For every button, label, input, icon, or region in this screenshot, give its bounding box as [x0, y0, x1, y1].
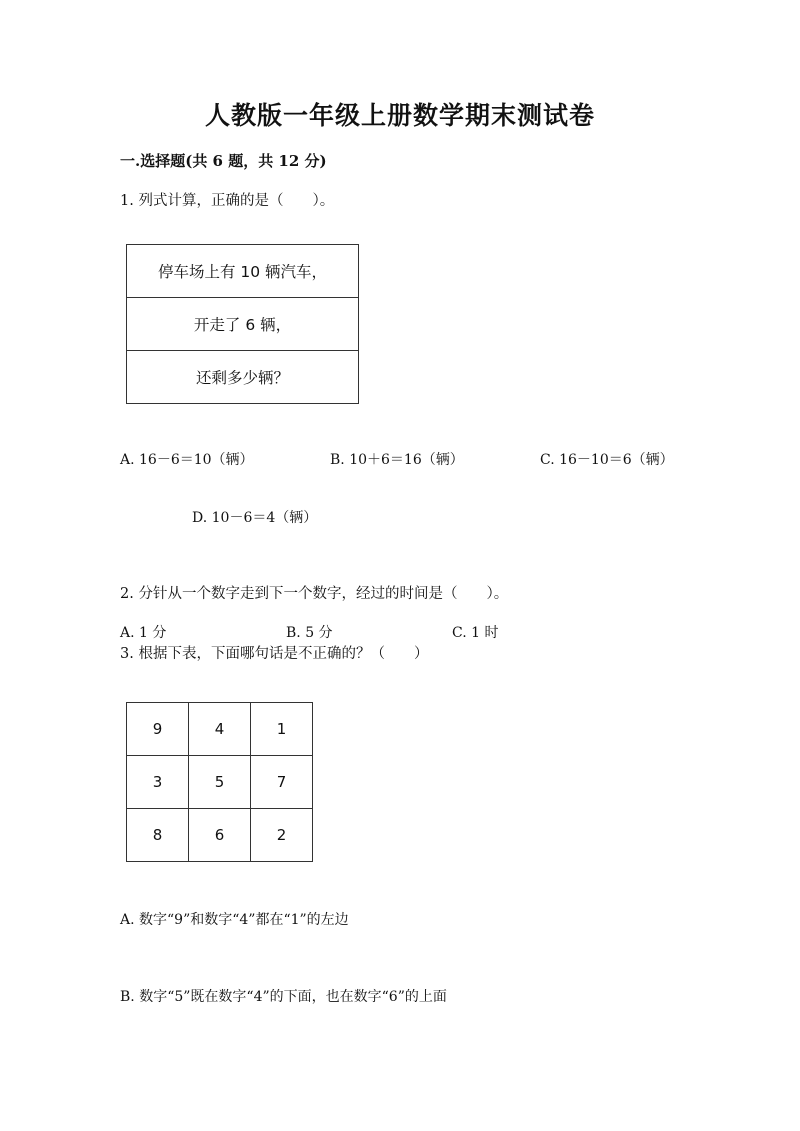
question-3-number-grid — [126, 702, 313, 862]
question-3-option-b[interactable]: B. 数字“5”既在数字“4”的下面，也在数字“6”的上面 — [120, 989, 447, 1005]
question-1-stem: 1. 列式计算，正确的是（ ）。 — [120, 193, 335, 209]
scenario-line: 还剩多少辆？ — [127, 351, 359, 404]
question-1-option-b[interactable]: B. 10＋6＝16（辆） — [330, 452, 464, 468]
grid-cell: 5 — [189, 756, 251, 809]
question-1-option-c[interactable]: C. 16－10＝6（辆） — [540, 452, 674, 468]
question-2-option-b[interactable]: B. 5 分 — [286, 625, 333, 641]
grid-cell: 2 — [251, 809, 313, 862]
question-3-option-a[interactable]: A. 数字“9”和数字“4”都在“1”的左边 — [120, 912, 349, 928]
question-1-option-d[interactable]: D. 10－6＝4（辆） — [192, 510, 318, 526]
scenario-line: 停车场上有 10 辆汽车， — [127, 245, 359, 298]
grid-cell: 7 — [251, 756, 313, 809]
question-2-option-a[interactable]: A. 1 分 — [120, 625, 167, 641]
section-heading: 一.选择题(共 6 题，共 12 分) — [120, 152, 327, 170]
question-1-option-a[interactable]: A. 16－6＝10（辆） — [120, 452, 254, 468]
question-2-option-c[interactable]: C. 1 时 — [452, 625, 499, 641]
grid-cell: 1 — [251, 703, 313, 756]
scenario-line: 开走了 6 辆， — [127, 298, 359, 351]
grid-cell: 4 — [189, 703, 251, 756]
grid-cell: 9 — [127, 703, 189, 756]
grid-cell: 3 — [127, 756, 189, 809]
grid-cell: 8 — [127, 809, 189, 862]
grid-cell: 6 — [189, 809, 251, 862]
page-title: 人教版一年级上册数学期末测试卷 — [204, 101, 595, 130]
question-3-stem: 3. 根据下表，下面哪句话是不正确的？（ ） — [120, 646, 429, 662]
question-1-scenario-table — [126, 244, 359, 404]
question-2-stem: 2. 分针从一个数字走到下一个数字，经过的时间是（ ）。 — [120, 586, 509, 602]
